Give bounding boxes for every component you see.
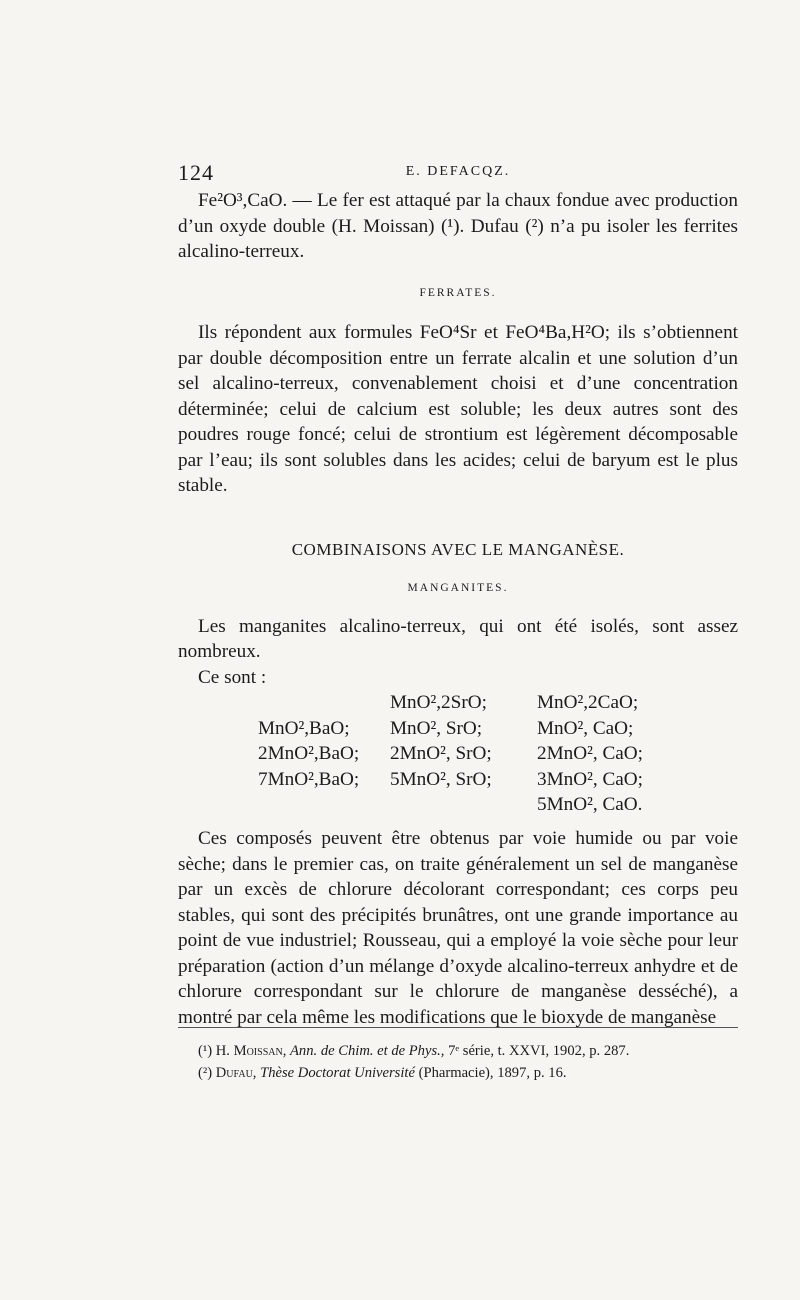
paragraph-ferrates: Ils répondent aux formules FeO⁴Sr et FeO⁴Ba,H²O; ils s’obtiennent par double décomposition entre un ferrate alcalin et une solution d’un sel alcalino-terreux, convenablement choisi et d’une concentration déterminée; celui de calcium est soluble; les deux autres sont des poudres rouge foncé; celui de strontium est légèrement décomposable par l’eau; ils sont solubles dans les acides; celui de baryum est le plus stable.	[178, 322, 738, 496]
heading-ferrates: FERRATES.	[419, 286, 497, 299]
page-number: 124	[178, 160, 214, 185]
page-header	[178, 160, 738, 184]
formula-item: 7MnO²,BaO;	[258, 768, 360, 790]
formula-item: 5MnO², SrO;	[390, 768, 492, 790]
footnote-details: 7ᵉ série, t. XXVI, 1902, p. 287.	[448, 1043, 630, 1059]
formula-item: 2MnO²,BaO;	[258, 743, 360, 764]
paragraph-iron-oxide	[178, 188, 738, 265]
running-head: E. DEFACQZ.	[405, 164, 511, 179]
formula-item: 3MnO², CaO;	[537, 768, 643, 790]
formula-table	[178, 690, 738, 818]
formula-item: MnO²,BaO;	[258, 717, 350, 739]
footnote-mark: (²)	[198, 1065, 213, 1081]
formula-item: MnO²,2CaO;	[537, 692, 639, 713]
footnote-1	[178, 1040, 738, 1062]
heading-manganites: MANGANITES.	[407, 582, 509, 594]
footnotes	[178, 1040, 738, 1084]
footnote-title: Ann. de Chim. et de Phys.,	[290, 1043, 445, 1059]
footnote-title: Thèse Doctorat Université	[260, 1065, 415, 1081]
formula-item: MnO², CaO;	[537, 717, 634, 739]
footnote-mark: (¹)	[198, 1043, 213, 1059]
formula-item: 2MnO², CaO;	[537, 743, 643, 764]
paragraph-preparation: Ces composés peuvent être obtenus par voie humide ou par voie sèche; dans le premier cas, on traite généralement un sel de manganèse par un excès de chlorure décolorant correspondant; ces corps peu stables, qui sont des précipités brunâtres, ont une grande importance au point de vue industriel; Rousseau, qui a employé la voie sèche pour leur préparation (action d’un mélange d’oxyde alcalino-terreux anhydre et de chlorure correspondant sur le chlorure de manganèse desséché), a montré par cela même les modifications que le bioxyde de manganèse	[178, 828, 738, 1028]
footnote-details: (Pharmacie), 1897, p. 16.	[418, 1065, 567, 1081]
paragraph-ce-sont: Ce sont :	[198, 666, 267, 688]
formula-item: 5MnO², CaO.	[537, 794, 643, 815]
page-body	[178, 188, 738, 1030]
section-heading-manganese: COMBINAISONS AVEC LE MANGANÈSE.	[291, 539, 625, 559]
footnote-2	[178, 1062, 738, 1084]
footnote-divider	[178, 1027, 738, 1028]
formula-fe2o3-cao: Fe²O³,CaO.	[198, 190, 288, 211]
formula-item: MnO², SrO;	[390, 717, 483, 739]
formula-item: MnO²,2SrO;	[390, 692, 487, 713]
formula-item: 2MnO², SrO;	[390, 743, 492, 764]
paragraph-text: — Le fer est attaqué par la chaux fondue avec production d’un oxyde double (H. Moissan) (¹). Dufau (²) n’a pu isoler les ferrites alcalino-terreux.	[178, 190, 738, 262]
footnote-author: Dufau,	[215, 1065, 257, 1081]
paragraph-manganites: Les manganites alcalino-terreux, qui ont été isolés, sont assez nombreux.	[178, 615, 738, 662]
footnote-author: H. Moissan,	[215, 1043, 287, 1059]
